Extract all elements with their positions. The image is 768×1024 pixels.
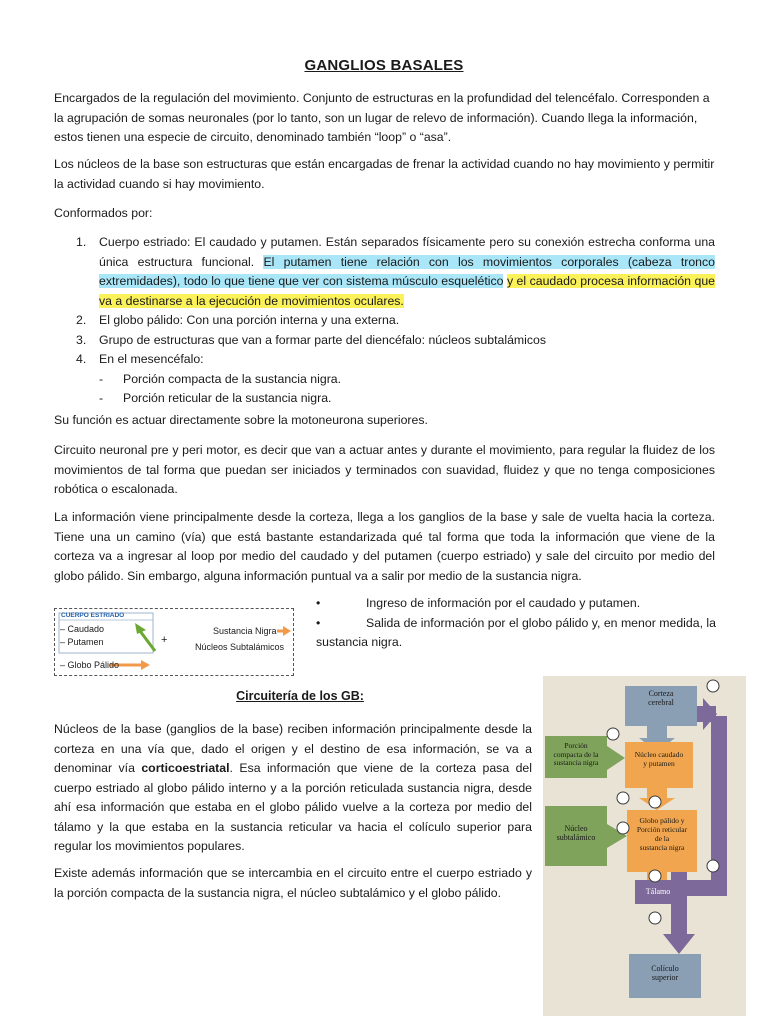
list-number: 4. (76, 352, 87, 366)
minus-badge (649, 796, 661, 808)
list-number: 3. (76, 332, 87, 347)
list-item (54, 350, 715, 370)
bullet-item (316, 594, 716, 614)
bullet-mark: • (316, 596, 321, 610)
plus-badge (607, 728, 619, 740)
label-globo: – Globo Pálido (60, 660, 120, 670)
minus-badge (649, 912, 661, 924)
bullet-text: Ingreso de información por el caudado y putamen. (366, 596, 641, 610)
io-bullets (316, 594, 716, 653)
highlight-blue: El putamen tiene relación con los movimientos corporales (cabeza tronco extremidades), todo lo que tiene que ver con sistema músculo esquelético (99, 254, 716, 288)
striatum-diagram (54, 608, 294, 676)
list-item-text: Grupo de estructuras que van a formar parte del diencéfalo: núcleos subtalámicos (99, 332, 547, 347)
list-number: 1. (76, 235, 87, 249)
list-item (54, 233, 715, 311)
label-caudado: Núcleo caudado y putamen (634, 750, 684, 768)
sub-item-text: Porción reticular de la sustancia nigra. (123, 391, 332, 405)
label-putamen: – Putamen (60, 637, 104, 647)
paragraph-intro: Encargados de la regulación del movimiento. Conjunto de estructuras en la profundidad del telencéfalo. Corresponden a la agrupación de somas neuronales (por lo tanto, son un lugar de relevo de información). Cuando llega la información, estos tienen una especie de circuito, denominado también “loop” o “asa”. (54, 91, 710, 144)
page-title: GANGLIOS BASALES (304, 57, 464, 74)
bullet-text: Salida de información por el globo pálido y, en menor medida, la sustancia nigra. (316, 615, 716, 649)
paragraph-conformados: Conformados por: (54, 206, 153, 220)
label-talamo: Tálamo (645, 887, 671, 896)
plus-badge (707, 680, 719, 692)
diagram-header: CUERPO ESTRIADO (61, 612, 125, 619)
sub-item-text: Porción compacta de la sustancia nigra. (123, 371, 342, 386)
highlight-yellow: y el caudado procesa información que va a destinarse a la ejecución de movimientos oculares. (99, 274, 715, 308)
label-subtalamico: Núcleo subtalámico (556, 824, 596, 842)
list-item (54, 311, 715, 331)
section-title-circuiteria: Circuitería de los GB: (236, 689, 364, 703)
label-globo: Globo pálido y Porción reticular de la sustancia nigra (636, 816, 688, 852)
paragraph-intercambio: Existe además información que se intercambia en el circuito entre el cuerpo estriado y la porción compacta de la sustancia nigra, el núcleo subtalámico y el globo pálido. (54, 866, 532, 900)
minus-badge (649, 870, 661, 882)
list-item-text: En el mesencéfalo: (99, 352, 204, 366)
label-subtalamicos: Núcleos Subtalámicos (195, 642, 285, 652)
sub-list-item (54, 370, 715, 390)
dash: - (99, 391, 104, 405)
bullet-mark: • (316, 615, 321, 630)
label-compacta: Porción compacta de la sustancia nigra (553, 741, 599, 767)
list-item-text: Cuerpo estriado: El caudado y putamen. Están separados físicamente pero su conexión estrecha conforma una única estructura funcional. (99, 235, 715, 269)
structures-list (54, 233, 715, 409)
bullet-item (316, 614, 716, 653)
list-number: 2. (76, 313, 87, 327)
paragraph-motoneurona: Su función es actuar directamente sobre la motoneurona superiores. (54, 413, 428, 427)
label-corteza: Corteza cerebral (648, 689, 674, 707)
circuit-photo (543, 676, 746, 1016)
minus-badge (617, 792, 629, 804)
paragraph-nucleos: Núcleos de la base (ganglios de la base) reciben información principalmente desde la corteza en una vía que, dado el origen y el destino de esa información, se va a denominar vía corticoestriatal. Esa información que viene de la corteza pasa del cuerpo estriado al globo pálido interno y a la porción reticulada sustancia nigra, desde ahí esa información que estaba en el globo pálido vuelve a la corteza por medio del tálamo y la que estaba en la sustancia reticular va hacia el colículo superior para regular los movimientos populares. (54, 722, 532, 853)
label-coliculo: Colículo superior (651, 964, 679, 982)
label-nigra: Sustancia Nigra (213, 626, 277, 636)
plus-sign: + (161, 634, 168, 646)
list-item-text: El globo pálido: Con una porción interna y una externa. (99, 313, 400, 327)
bold-term: corticoestriatal (141, 761, 230, 775)
list-item (54, 331, 715, 351)
paragraph-circuito: Circuito neuronal pre y peri motor, es decir que van a actuar antes y durante el movimiento, para regular la fluidez de los movimientos de tal forma que puedan ser iniciados y terminados con suavidad, fluidez y que no tenga composiciones robótica o escalonada. (54, 443, 715, 496)
dash: - (99, 371, 104, 386)
sub-list-item (54, 389, 715, 409)
paragraph-function: Los núcleos de la base son estructuras que están encargadas de frenar la actividad cuando no hay movimiento y permitir la actividad cuando si hay movimiento. (54, 157, 715, 191)
paragraph-informacion: La información viene principalmente desde la corteza, llega a los ganglios de la base y sale de vuelta hacia la corteza. Tiene una un camino (vía) que está bastante estandarizada qué tal forma que toda la información que viene de la corteza va a ingresar al loop por medio del caudado y del putamen (cuerpo estriado) y sale del circuito por medio del globo pálido. Sin embargo, alguna información puntual va a salir por medio de la sustancia nigra. (54, 510, 715, 583)
label-caudado: – Caudado (60, 624, 105, 634)
plus-badge (707, 860, 719, 872)
